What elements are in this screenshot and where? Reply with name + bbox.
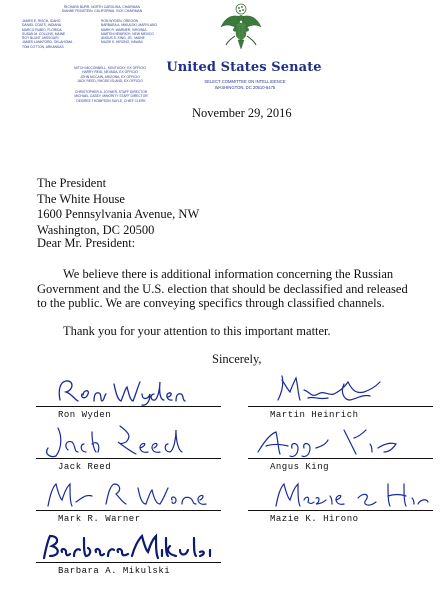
roster-line: JAMES LANKFORD, OKLAHOMA <box>22 40 73 45</box>
roster-line: HARRY REID, NEVADA, EX OFFICIO <box>82 70 138 75</box>
handwritten-signature <box>36 526 221 564</box>
roster-line: TOM COTTON, ARKANSAS <box>22 44 64 49</box>
signature-line <box>248 406 433 407</box>
roster-line: MITCH MCCONNELL, KENTUCKY, EX OFFICIO <box>74 66 146 70</box>
signature-line <box>36 458 221 459</box>
roster-line: MICHAEL CASEY, MINORITY STAFF DIRECTOR <box>74 94 148 99</box>
roster-line: SUSAN M. COLLINS, MAINE <box>22 31 66 36</box>
senate-title: United States Senate <box>166 60 322 75</box>
roster-line: MARK R. WARNER, VIRGINIA <box>101 27 147 32</box>
roster-line: MARCO RUBIO, FLORIDA <box>22 27 62 32</box>
signature-line <box>248 510 433 511</box>
letter-date: November 29, 2016 <box>192 106 292 120</box>
roster-line: CHRISTOPHER A. JOYNER, STAFF DIRECTOR <box>74 90 148 94</box>
handwritten-signature <box>248 422 433 460</box>
signer-name: Ron Wyden <box>58 410 112 420</box>
roster-line: MAZIE K. HIRONO, HAWAII <box>101 40 143 45</box>
address-line: The White House <box>37 191 125 206</box>
roster-line: JOHN MCCAIN, ARIZONA, EX OFFICIO <box>80 74 140 79</box>
roster-majority <box>22 19 72 49</box>
handwritten-signature <box>248 474 433 512</box>
signer-name: Martin Heinrich <box>270 410 359 420</box>
handwritten-signature <box>248 370 433 408</box>
signature-line <box>248 458 433 459</box>
roster-staff <box>56 90 166 103</box>
roster-line: JAMES E. RISCH, IDAHO <box>22 19 61 23</box>
address-line: Washington, DC 20500 <box>37 222 155 237</box>
roster-minority <box>101 19 157 45</box>
handwritten-signature <box>36 474 221 512</box>
roster-line: RON WYDEN, OREGON <box>101 19 138 23</box>
inside-address <box>37 176 199 238</box>
signer-name: Mazie K. Hirono <box>270 514 359 524</box>
roster-line: MARTIN HEINRICH, NEW MEXICO <box>101 31 154 36</box>
address-line: 1600 Pennsylvania Avenue, NW <box>37 207 200 221</box>
body-paragraph: We believe there is additional information concerning the Russian Government and the U.S. election that should be declassified and released to the public. We are conveying specifics through classified channels. <box>37 267 408 310</box>
signature-line <box>36 562 221 563</box>
thanks-paragraph: Thank you for your attention to this important matter. <box>63 324 331 338</box>
signature-line <box>36 510 221 511</box>
signer-name: Jack Reed <box>58 462 112 472</box>
roster-line: ROY BLUNT, MISSOURI <box>22 36 59 41</box>
handwritten-signature <box>36 370 221 408</box>
address-line: The President <box>37 176 107 190</box>
signer-name: Barbara A. Mikulski <box>58 566 171 576</box>
roster-ex-officio <box>60 66 160 83</box>
roster-line: DIANNE FEINSTEIN, CALIFORNIA, VICE CHAIRMAN <box>61 9 143 14</box>
roster-line: DESIREE THOMPSON SAYLE, CHIEF CLERK <box>76 98 146 103</box>
committee-address: WASHINGTON, DC 20510-6475 <box>214 85 276 90</box>
salutation: Dear Mr. President: <box>37 236 136 250</box>
signature-line <box>36 406 221 407</box>
closing: Sincerely, <box>212 352 262 366</box>
letterhead <box>0 0 444 120</box>
committee-name: SELECT COMMITTEE ON INTELLIGENCE <box>204 79 286 84</box>
handwritten-signature <box>36 422 221 460</box>
roster-line: ANGUS S. KING, JR., MAINE <box>101 36 145 41</box>
roster-line: JACK REED, RHODE ISLAND, EX OFFICIO <box>77 78 143 83</box>
roster-line: BARBARA A. MIKULSKI, MARYLAND <box>101 23 157 28</box>
eagle-seal-icon <box>219 3 263 57</box>
signer-name: Angus King <box>270 462 330 472</box>
roster-line: DANIEL COATS, INDIANA <box>22 23 62 28</box>
roster-line: RICHARD BURR, NORTH CAROLINA, CHAIRMAN <box>64 5 140 9</box>
signer-name: Mark R. Warner <box>58 514 141 524</box>
roster-leadership <box>22 5 182 14</box>
